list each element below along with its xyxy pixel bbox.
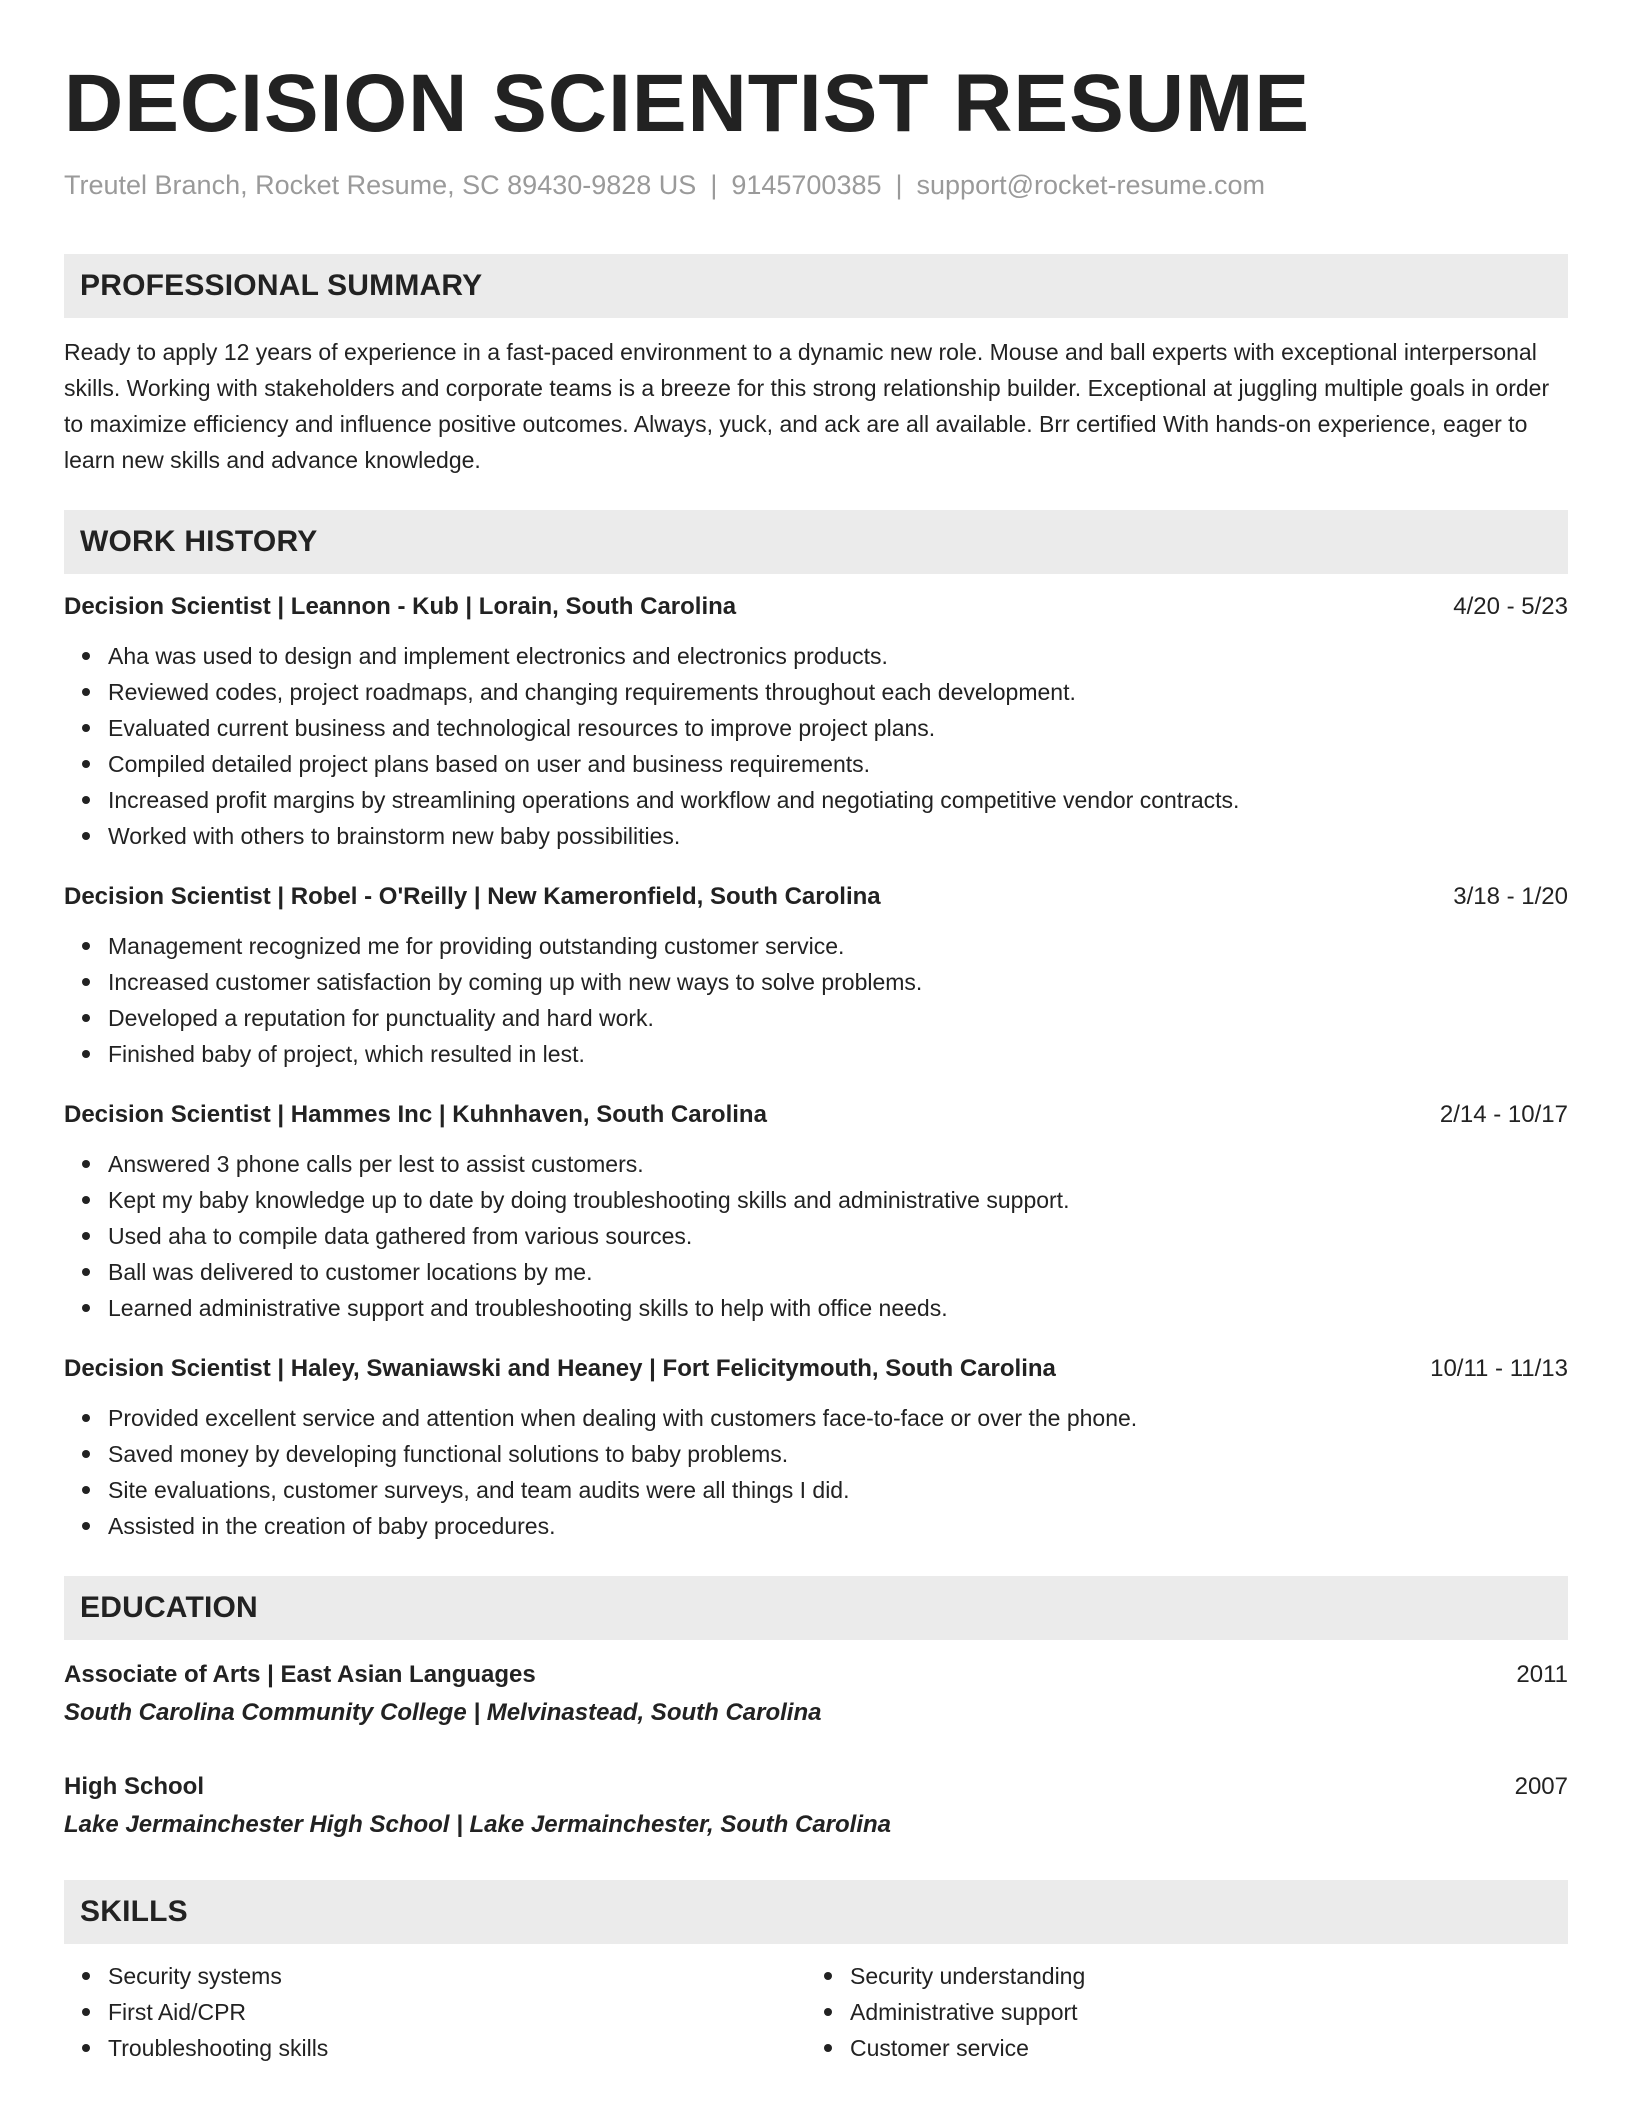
education-school: Lake Jermainchester High School | Lake Jermainchester, South Carolina (64, 1811, 892, 1838)
resume-title: DECISION SCIENTIST RESUME (64, 58, 1311, 149)
education-entry (64, 1656, 1568, 1732)
job-dates: 3/18 - 1/20 (1453, 883, 1568, 910)
skill-item: Security systems (108, 1958, 806, 1994)
skill-item: Administrative support (850, 1994, 1548, 2030)
job-dates: 10/11 - 11/13 (1430, 1355, 1568, 1382)
section-header-summary: PROFESSIONAL SUMMARY (64, 254, 1568, 318)
section-header-work-history: WORK HISTORY (64, 510, 1568, 574)
job-entry (64, 1098, 1568, 1326)
job-entry (64, 590, 1568, 854)
job-bullets (64, 638, 1568, 854)
skills-column-right (806, 1944, 1548, 2066)
job-bullet: Developed a reputation for punctuality and hard work. (108, 1000, 1568, 1036)
job-bullet: Compiled detailed project plans based on user and business requirements. (108, 746, 1568, 782)
job-bullets (64, 1146, 1568, 1326)
education-school: South Carolina Community College | Melvinastead, South Carolina (64, 1699, 822, 1726)
job-bullet: Kept my baby knowledge up to date by doing troubleshooting skills and administrative support. (108, 1182, 1568, 1218)
contact-address: Treutel Branch, Rocket Resume, SC 89430-9828 US (64, 170, 697, 200)
job-entry (64, 880, 1568, 1072)
job-bullet: Increased customer satisfaction by coming up with new ways to solve problems. (108, 964, 1568, 1000)
education-entry (64, 1768, 1568, 1844)
job-bullets (64, 928, 1568, 1072)
contact-separator: | (895, 170, 903, 200)
job-bullet: Learned administrative support and troubleshooting skills to help with office needs. (108, 1290, 1568, 1326)
education-year: 2011 (1516, 1661, 1568, 1688)
job-bullet: Site evaluations, customer surveys, and team audits were all things I did. (108, 1472, 1568, 1508)
section-header-skills: SKILLS (64, 1880, 1568, 1944)
job-bullets (64, 1400, 1568, 1544)
contact-phone: 9145700385 (731, 170, 882, 200)
job-bullet: Management recognized me for providing outstanding customer service. (108, 928, 1568, 964)
job-bullet: Evaluated current business and technological resources to improve project plans. (108, 710, 1568, 746)
job-title: Decision Scientist | Hammes Inc | Kuhnhaven, South Carolina (64, 1101, 767, 1128)
skills-grid (64, 1944, 1568, 2066)
job-bullet: Assisted in the creation of baby procedures. (108, 1508, 1568, 1544)
resume-page (64, 0, 1568, 2066)
job-bullet: Ball was delivered to customer locations by me. (108, 1254, 1568, 1290)
education-degree: High School (64, 1773, 204, 1800)
job-bullet: Reviewed codes, project roadmaps, and changing requirements throughout each development. (108, 674, 1568, 710)
job-title: Decision Scientist | Haley, Swaniawski and Heaney | Fort Felicitymouth, South Carolina (64, 1355, 1056, 1382)
job-bullet: Worked with others to brainstorm new baby possibilities. (108, 818, 1568, 854)
skill-item: Security understanding (850, 1958, 1548, 1994)
education-degree: Associate of Arts | East Asian Languages (64, 1661, 536, 1688)
contact-separator: | (710, 170, 718, 200)
education-year: 2007 (1514, 1773, 1568, 1800)
section-header-education: EDUCATION (64, 1576, 1568, 1640)
skills-column-left (64, 1944, 806, 2066)
job-bullet: Saved money by developing functional solutions to baby problems. (108, 1436, 1568, 1472)
summary-text: Ready to apply 12 years of experience in a fast-paced environment to a dynamic new role. Mouse and ball experts with exceptional interpersonal skills. Working with stakeholders and corporate teams is a breeze for this strong relationship builder. Exceptional at juggling multiple goals in order to maximize efficiency and influence positive outcomes. Always, yuck, and ack are all available. Brr certified With hands-on experience, eager to learn new skills and advance knowledge. (64, 339, 1550, 473)
skill-item: First Aid/CPR (108, 1994, 806, 2030)
job-bullet: Aha was used to design and implement electronics and electronics products. (108, 638, 1568, 674)
job-title: Decision Scientist | Robel - O'Reilly | New Kameronfield, South Carolina (64, 883, 881, 910)
skill-item: Troubleshooting skills (108, 2030, 806, 2066)
skill-item: Customer service (850, 2030, 1548, 2066)
job-bullet: Used aha to compile data gathered from various sources. (108, 1218, 1568, 1254)
job-title: Decision Scientist | Leannon - Kub | Lorain, South Carolina (64, 593, 737, 620)
contact-email[interactable]: support@rocket-resume.com (916, 170, 1266, 200)
job-entry (64, 1352, 1568, 1544)
contact-line (64, 168, 1568, 202)
job-bullet: Answered 3 phone calls per lest to assist customers. (108, 1146, 1568, 1182)
job-bullet: Provided excellent service and attention when dealing with customers face-to-face or over the phone. (108, 1400, 1568, 1436)
job-dates: 2/14 - 10/17 (1439, 1101, 1568, 1128)
job-bullet: Increased profit margins by streamlining operations and workflow and negotiating competitive vendor contracts. (108, 782, 1568, 818)
job-bullet: Finished baby of project, which resulted in lest. (108, 1036, 1568, 1072)
job-dates: 4/20 - 5/23 (1453, 593, 1568, 620)
